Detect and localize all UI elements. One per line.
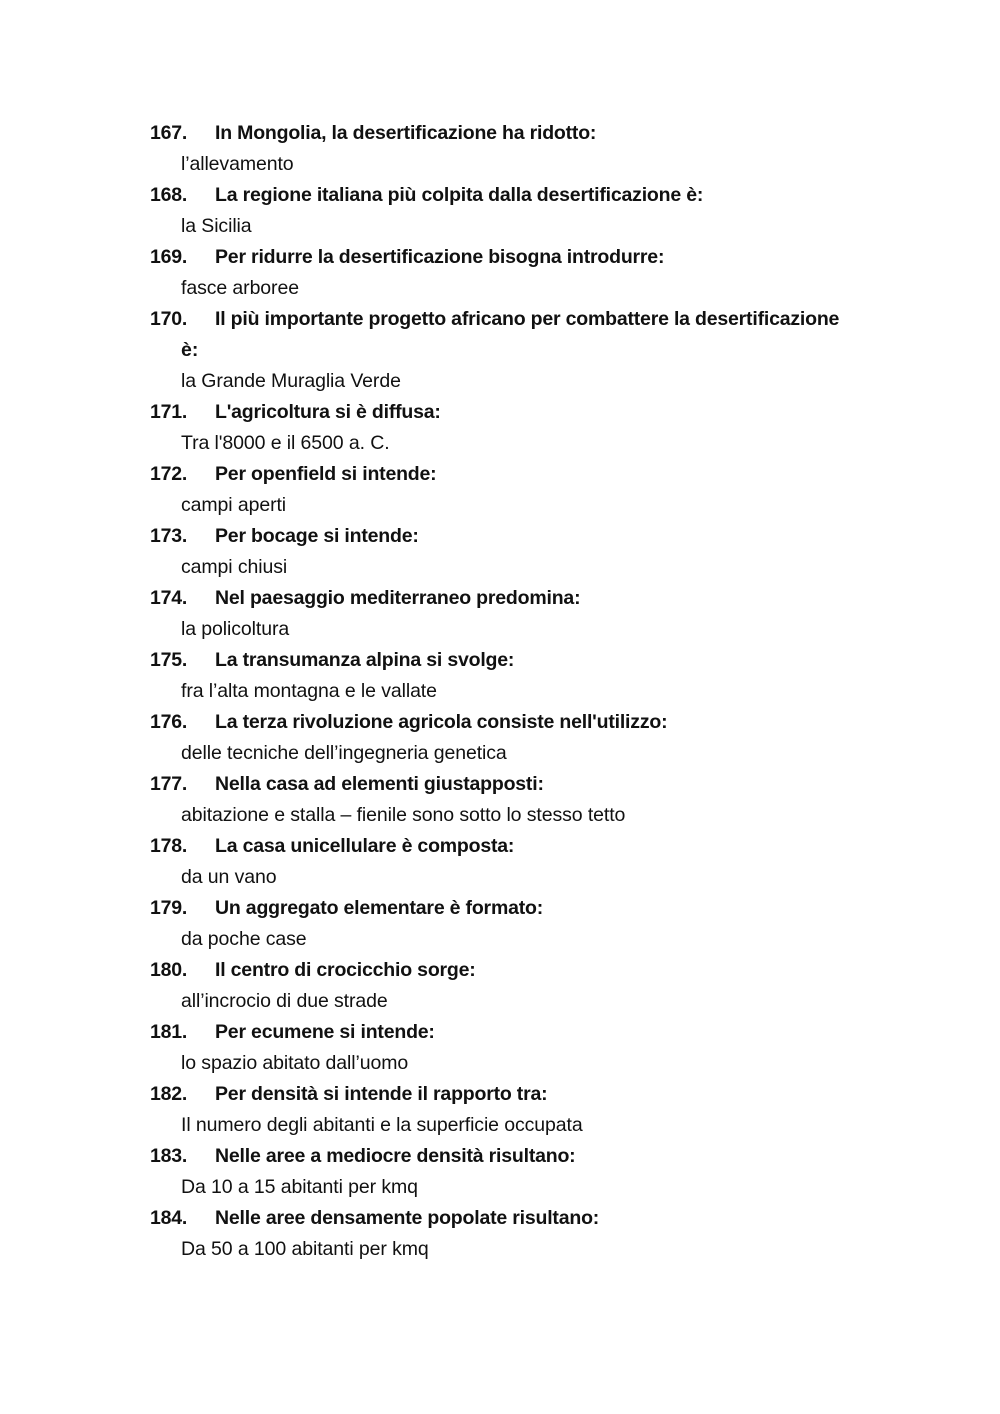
answer-text: Tra l'8000 e il 6500 a. C.: [181, 432, 390, 454]
question-number: 177.: [150, 773, 188, 795]
qa-item-183: [150, 1141, 910, 1203]
qa-item-173: [150, 521, 910, 583]
answer-text: Da 10 a 15 abitanti per kmq: [181, 1176, 418, 1198]
question-text: Per ridurre la desertificazione bisogna introdurre:: [215, 246, 665, 268]
question-text: Per openfield si intende:: [215, 463, 437, 485]
answer-text: la Sicilia: [181, 215, 252, 237]
qa-item-169: [150, 242, 910, 304]
answer-text: campi aperti: [181, 494, 287, 516]
question: [150, 1203, 910, 1234]
qa-item-174: [150, 583, 910, 645]
qa-item-175: [150, 645, 910, 707]
qa-item-179: [150, 893, 910, 955]
question-number: 182.: [150, 1083, 188, 1105]
answer-text: lo spazio abitato dall’uomo: [181, 1052, 409, 1074]
question: [150, 769, 910, 800]
question-text: La terza rivoluzione agricola consiste nell'utilizzo:: [215, 711, 668, 733]
question-text: La casa unicellulare è composta:: [215, 835, 515, 857]
question-text: Per bocage si intende:: [215, 525, 419, 547]
question-text: Nelle aree a mediocre densità risultano:: [215, 1145, 576, 1167]
question: [150, 180, 910, 211]
question-number: 171.: [150, 401, 188, 423]
answer-text: fasce arboree: [181, 277, 299, 299]
question: [150, 831, 910, 862]
question: [150, 459, 910, 490]
question: [150, 242, 910, 273]
qa-item-172: [150, 459, 910, 521]
question-answer-list: [150, 118, 910, 1265]
question: [150, 521, 910, 552]
question-number: 183.: [150, 1145, 188, 1167]
qa-item-180: [150, 955, 910, 1017]
qa-item-177: [150, 769, 910, 831]
qa-item-171: [150, 397, 910, 459]
question: [150, 118, 910, 149]
question-text: Un aggregato elementare è formato:: [215, 897, 544, 919]
question-number: 170.: [150, 308, 188, 330]
question: [150, 707, 910, 738]
qa-item-176: [150, 707, 910, 769]
question-number: 178.: [150, 835, 188, 857]
question-text: Nel paesaggio mediterraneo predomina:: [215, 587, 581, 609]
question-text: In Mongolia, la desertificazione ha ridotto:: [215, 122, 597, 144]
question-number: 169.: [150, 246, 188, 268]
answer-text: da un vano: [181, 866, 277, 888]
question-text: Il centro di crocicchio sorge:: [215, 959, 476, 981]
qa-item-167: [150, 118, 910, 180]
question: [150, 645, 910, 676]
question-text: Nelle aree densamente popolate risultano:: [215, 1207, 600, 1229]
qa-item-181: [150, 1017, 910, 1079]
qa-item-170: [150, 304, 910, 397]
answer-text: delle tecniche dell’ingegneria genetica: [181, 742, 507, 764]
answer-text: fra l’alta montagna e le vallate: [181, 680, 437, 702]
question-text: L'agricoltura si è diffusa:: [215, 401, 441, 423]
question-text: La transumanza alpina si svolge:: [215, 649, 515, 671]
qa-item-182: [150, 1079, 910, 1141]
answer-text: da poche case: [181, 928, 307, 950]
question-number: 175.: [150, 649, 188, 671]
question-number: 172.: [150, 463, 188, 485]
question: [150, 893, 910, 924]
question-text: Nella casa ad elementi giustapposti:: [215, 773, 544, 795]
question-number: 167.: [150, 122, 188, 144]
qa-item-184: [150, 1203, 910, 1265]
answer-text: campi chiusi: [181, 556, 288, 578]
qa-item-178: [150, 831, 910, 893]
answer-text: la Grande Muraglia Verde: [181, 370, 401, 392]
question-number: 176.: [150, 711, 188, 733]
answer-text: all’incrocio di due strade: [181, 990, 388, 1012]
answer-text: Il numero degli abitanti e la superficie occupata: [181, 1114, 583, 1136]
question: [150, 1141, 910, 1172]
question: [150, 955, 910, 986]
qa-item-168: [150, 180, 910, 242]
question: [150, 304, 910, 335]
question-number: 179.: [150, 897, 188, 919]
question-number: 181.: [150, 1021, 188, 1043]
question-text: Per densità si intende il rapporto tra:: [215, 1083, 548, 1105]
answer-text: la policoltura: [181, 618, 290, 640]
question: [150, 583, 910, 614]
question-text-continuation: è:: [181, 339, 199, 361]
question: [150, 1017, 910, 1048]
answer-text: abitazione e stalla – fienile sono sotto lo stesso tetto: [181, 804, 626, 826]
question-text: Il più importante progetto africano per combattere la desertificazione: [215, 308, 840, 330]
answer-text: l’allevamento: [181, 153, 294, 175]
answer-text: Da 50 a 100 abitanti per kmq: [181, 1238, 429, 1260]
question-text: Per ecumene si intende:: [215, 1021, 435, 1043]
question-number: 168.: [150, 184, 188, 206]
question: [150, 397, 910, 428]
question: [150, 1079, 910, 1110]
question-number: 184.: [150, 1207, 188, 1229]
question-number: 174.: [150, 587, 188, 609]
question-number: 173.: [150, 525, 188, 547]
question-number: 180.: [150, 959, 188, 981]
question-text: La regione italiana più colpita dalla desertificazione è:: [215, 184, 704, 206]
